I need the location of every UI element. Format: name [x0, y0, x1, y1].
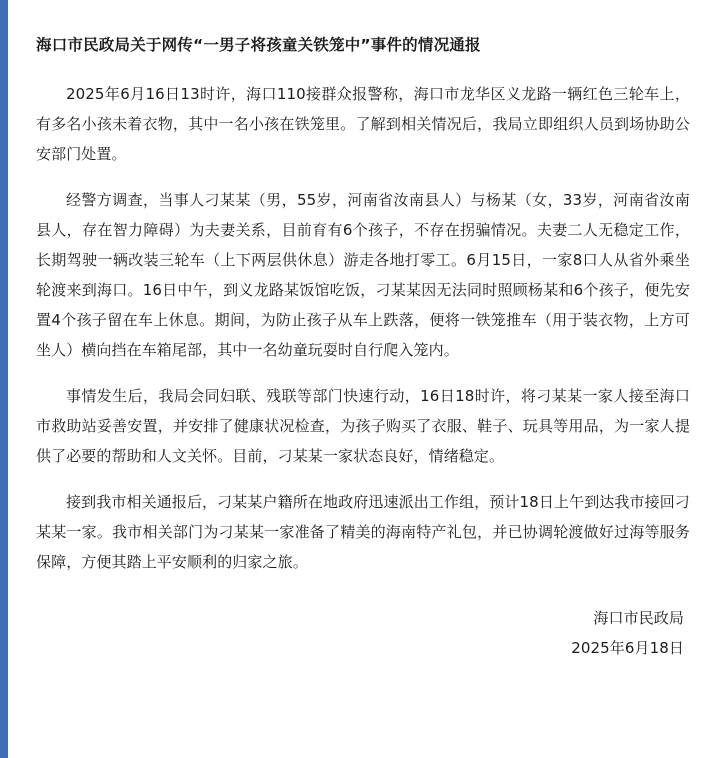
- document-body: [8, 0, 726, 758]
- paragraph-2: 经警方调查，当事人刁某某（男，55岁，河南省汝南县人）与杨某（女，33岁，河南省汝南县人，存在智力障碍）为夫妻关系，目前育有6个孩子，不存在拐骗情况。夫妻二人无稳定工作，长期驾驶一辆改装三轮车（上下两层供休息）游走各地打零工。6月15日，一家8口人从省外乘坐轮渡来到海口。16日中午，到义龙路某饭馆吃饭，刁某某因无法同时照顾杨某和6个孩子，便先安置4个孩子留在车上休息。期间，为防止孩子从车上跌落，便将一铁笼推车（用于装衣物，上方可坐人）横向挡在车箱尾部，其中一名幼童玩耍时自行爬入笼内。: [36, 191, 690, 360]
- signature-issuer: 海口市民政局: [593, 609, 684, 628]
- signature-date: 2025年6月18日: [571, 639, 684, 658]
- paragraph-3: 事情发生后，我局会同妇联、残联等部门快速行动，16日18时许，将刁某某一家人接至海口市救助站妥善安置，并安排了健康状况检查，为孩子购买了衣服、鞋子、玩具等用品，为一家人提供了必要的帮助和人文关怀。目前，刁某某一家状态良好，情绪稳定。: [36, 387, 690, 466]
- paragraph-4: 接到我市相关通报后，刁某某户籍所在地政府迅速派出工作组，预计18日上午到达我市接回刁某某一家。我市相关部门为刁某某一家准备了精美的海南特产礼包，并已协调轮渡做好过海等服务保障，方便其踏上平安顺利的归家之旅。: [36, 493, 690, 572]
- signature-block: [36, 603, 690, 663]
- page-title: 海口市民政局关于网传“一男子将孩童关铁笼中”事件的情况通报: [36, 36, 481, 54]
- accent-bar: [0, 0, 8, 758]
- paragraph-1: 2025年6月16日13时许，海口110接群众报警称，海口市龙华区义龙路一辆红色三轮车上，有多名小孩未着衣物，其中一名小孩在铁笼里。了解到相关情况后，我局立即组织人员到场协助公安部门处置。: [36, 85, 690, 164]
